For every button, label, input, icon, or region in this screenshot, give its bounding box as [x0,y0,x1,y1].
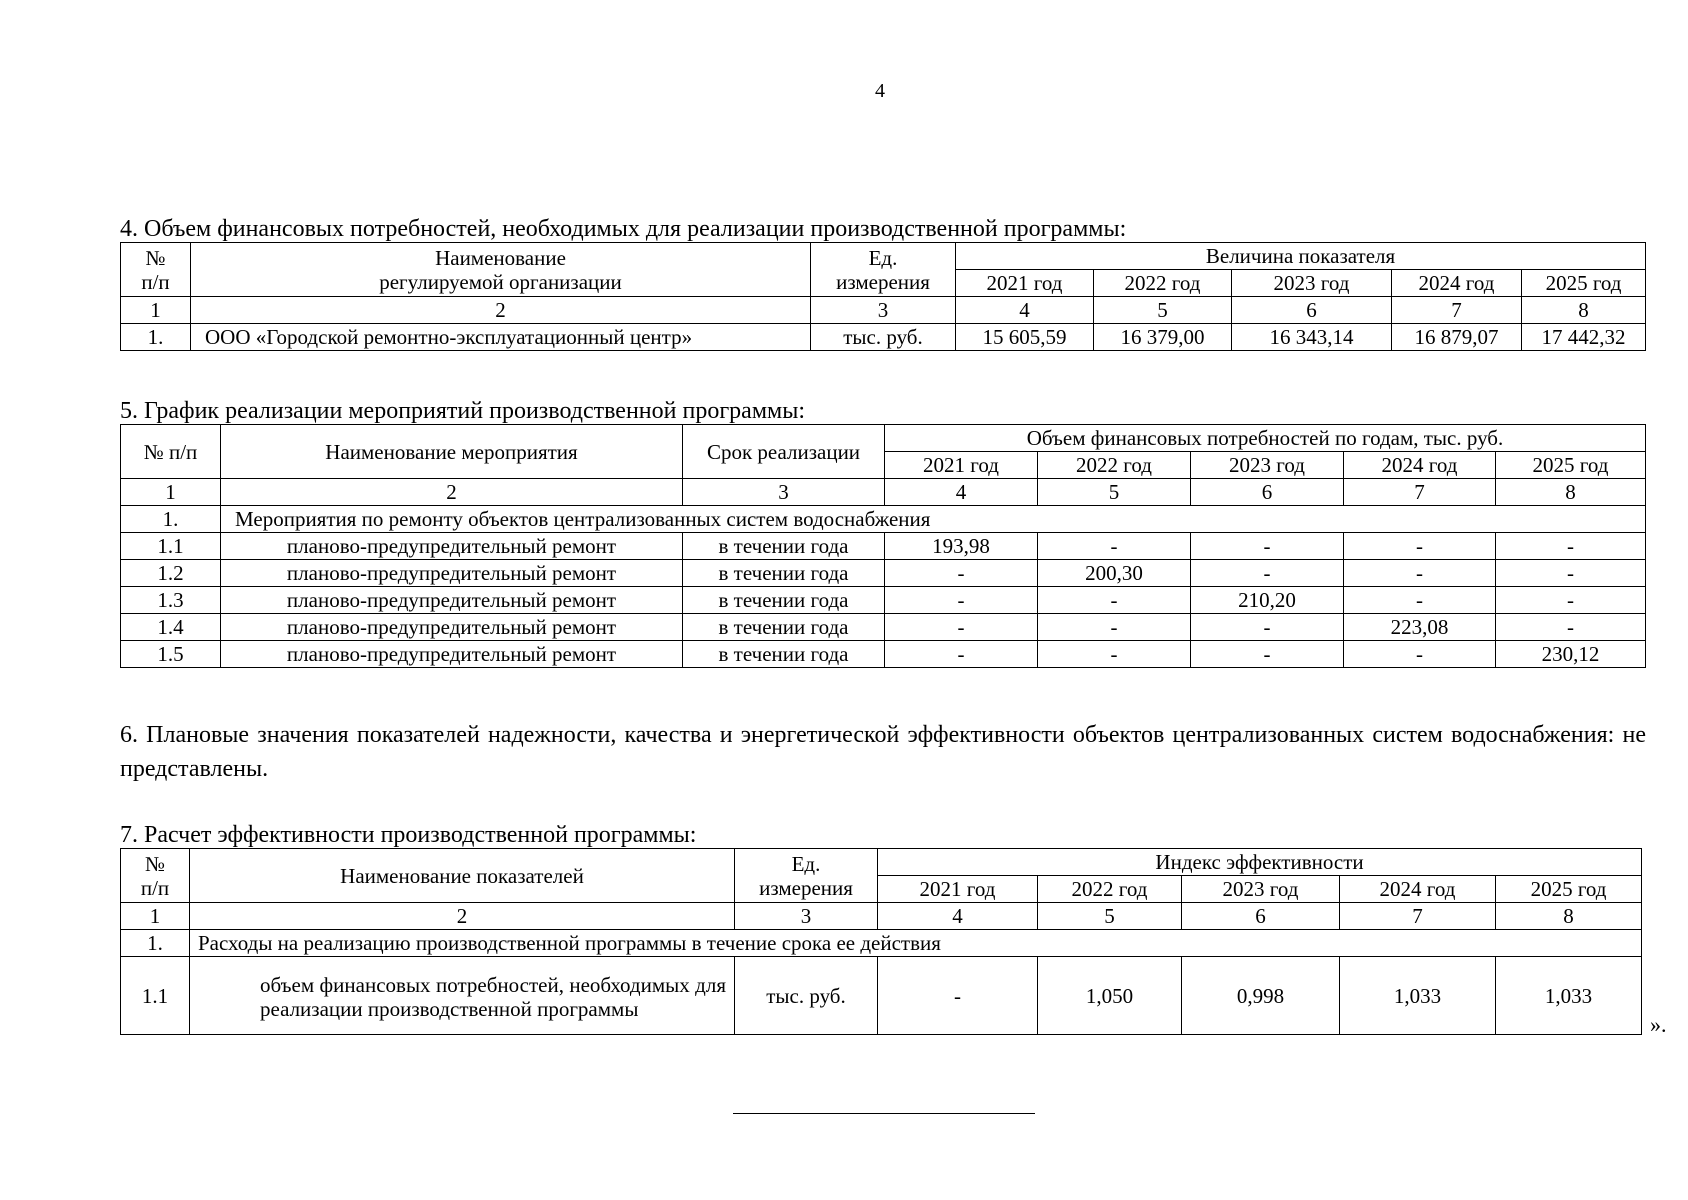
section-6-paragraph: 6. Плановые значения показателей надежности, качества и энергетической эффективности объектов централизованных систем водоснабжения: не представлены. [120,722,1646,782]
value-cell: - [1496,587,1646,614]
col-num: 7 [1340,903,1496,930]
row-num: 1.3 [121,587,221,614]
value-cell: 16 379,00 [1094,324,1232,351]
col-num: 6 [1191,479,1344,506]
column-number-row [121,297,1646,324]
table-row [121,533,1646,560]
value-cell: - [1344,533,1496,560]
activity-name: планово-предупредительный ремонт [221,587,683,614]
group-title: Расходы на реализацию производственной программы в течение срока ее действия [190,930,1642,957]
header-year: 2025 год [1522,270,1646,297]
header-year: 2021 год [956,270,1094,297]
header-year: 2022 год [1094,270,1232,297]
header-year: 2023 год [1182,876,1340,903]
header-year: 2023 год [1191,452,1344,479]
value-cell: - [1038,614,1191,641]
term: в течении года [683,560,885,587]
row-num: 1.4 [121,614,221,641]
row-num: 1. [121,324,191,351]
group-row [121,506,1646,533]
column-number-row [121,479,1646,506]
header-unit: Ед. измерения [735,849,878,903]
value-cell: - [885,560,1038,587]
col-num: 3 [735,903,878,930]
section-7 [120,822,1641,1035]
col-num: 2 [221,479,683,506]
value-cell: - [1191,641,1344,668]
schedule-table [120,424,1646,668]
value-cell: 1,033 [1340,957,1496,1035]
indicator-name: объем финансовых потребностей, необходимых для реализации производственной программы [190,957,735,1035]
value-cell: - [1191,614,1344,641]
col-num: 7 [1344,479,1496,506]
col-num: 4 [885,479,1038,506]
col-num: 3 [683,479,885,506]
org-name: ООО «Городской ремонтно-эксплуатационный центр» [191,324,811,351]
col-num: 5 [1094,297,1232,324]
col-num: 1 [121,297,191,324]
value-cell: - [885,614,1038,641]
section-5-title: 5. График реализации мероприятий производственной программы: [120,398,805,424]
value-cell: 200,30 [1038,560,1191,587]
value-cell: - [1496,533,1646,560]
header-group: Объем финансовых потребностей по годам, тыс. руб. [885,425,1646,452]
header-year: 2021 год [878,876,1038,903]
term: в течении года [683,533,885,560]
col-num: 8 [1496,903,1642,930]
table-row [121,957,1642,1035]
header-num: № п/п [121,425,221,479]
col-num: 1 [121,479,221,506]
col-num: 4 [878,903,1038,930]
col-num: 4 [956,297,1094,324]
footer-divider [733,1113,1035,1114]
value-cell: - [1038,587,1191,614]
closing-quote: ». [1650,1012,1667,1037]
value-cell: 193,98 [885,533,1038,560]
table-row [121,324,1646,351]
row-num: 1.5 [121,641,221,668]
value-cell: 16 879,07 [1392,324,1522,351]
header-activity-name: Наименование мероприятия [221,425,683,479]
value-cell: - [1344,587,1496,614]
header-group: Величина показателя [956,243,1646,270]
header-year: 2023 год [1232,270,1392,297]
group-title: Мероприятия по ремонту объектов централизованных систем водоснабжения [221,506,1646,533]
column-number-row [121,903,1642,930]
header-year: 2022 год [1038,452,1191,479]
header-year: 2024 год [1344,452,1496,479]
header-year: 2025 год [1496,452,1646,479]
header-indicator-name: Наименование показателей [190,849,735,903]
col-num: 2 [190,903,735,930]
header-unit: Ед. измерения [811,243,956,297]
table-row [121,587,1646,614]
col-num: 2 [191,297,811,324]
page-number: 4 [875,80,885,102]
value-cell: 17 442,32 [1522,324,1646,351]
col-num: 5 [1038,903,1182,930]
value-cell: 1,033 [1496,957,1642,1035]
term: в течении года [683,587,885,614]
value-cell: - [1191,560,1344,587]
value-cell: 15 605,59 [956,324,1094,351]
value-cell: 1,050 [1038,957,1182,1035]
col-num: 8 [1522,297,1646,324]
activity-name: планово-предупредительный ремонт [221,560,683,587]
col-num: 6 [1232,297,1392,324]
header-year: 2022 год [1038,876,1182,903]
header-year: 2024 год [1392,270,1522,297]
col-num: 1 [121,903,190,930]
value-cell: - [1344,641,1496,668]
value-cell: 16 343,14 [1232,324,1392,351]
table-row [121,560,1646,587]
value-cell: - [1496,560,1646,587]
value-cell: - [1191,533,1344,560]
value-cell: - [885,587,1038,614]
table-row [121,614,1646,641]
table-row [121,641,1646,668]
row-num: 1.1 [121,533,221,560]
row-num: 1.2 [121,560,221,587]
value-cell: 210,20 [1191,587,1344,614]
term: в течении года [683,614,885,641]
section-4 [120,216,1645,351]
col-num: 3 [811,297,956,324]
header-year: 2021 год [885,452,1038,479]
value-cell: - [1344,560,1496,587]
value-cell: 230,12 [1496,641,1646,668]
col-num: 8 [1496,479,1646,506]
value-cell: - [1038,533,1191,560]
efficiency-table [120,848,1642,1035]
section-7-title: 7. Расчет эффективности производственной программы: [120,822,697,848]
value-cell: - [1038,641,1191,668]
col-num: 6 [1182,903,1340,930]
header-group: Индекс эффективности [878,849,1642,876]
value-cell: - [1496,614,1646,641]
header-year: 2024 год [1340,876,1496,903]
value-cell: - [878,957,1038,1035]
group-row [121,930,1642,957]
header-num: № п/п [121,849,190,903]
row-num: 1.1 [121,957,190,1035]
row-num: 1. [121,506,221,533]
value-cell: 0,998 [1182,957,1340,1035]
row-num: 1. [121,930,190,957]
value-cell: 223,08 [1344,614,1496,641]
header-year: 2025 год [1496,876,1642,903]
col-num: 7 [1392,297,1522,324]
activity-name: планово-предупредительный ремонт [221,533,683,560]
header-org-name: Наименование регулируемой организации [191,243,811,297]
header-num: № п/п [121,243,191,297]
section-4-title: 4. Объем финансовых потребностей, необходимых для реализации производственной программы: [120,216,1127,242]
unit: тыс. руб. [811,324,956,351]
col-num: 5 [1038,479,1191,506]
value-cell: - [885,641,1038,668]
unit: тыс. руб. [735,957,878,1035]
activity-name: планово-предупредительный ремонт [221,641,683,668]
term: в течении года [683,641,885,668]
section-5 [120,398,1645,668]
financial-needs-table [120,242,1646,351]
activity-name: планово-предупредительный ремонт [221,614,683,641]
header-term: Срок реализации [683,425,885,479]
